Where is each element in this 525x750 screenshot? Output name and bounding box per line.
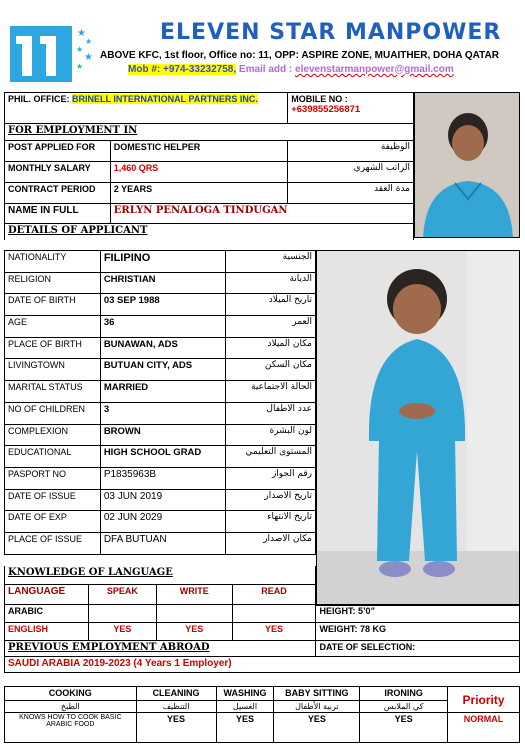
details-value: BUTUAN CITY, ADS [100, 359, 226, 381]
details-ar: لون البشرة [226, 424, 316, 446]
details-row [5, 489, 316, 511]
speak-header: SPEAK [88, 585, 156, 605]
arabic-write [156, 605, 232, 623]
details-label: DATE OF BIRTH [5, 294, 101, 316]
details-ar: المستوى التعليمي [226, 446, 316, 468]
svg-text:★: ★ [85, 37, 93, 46]
post-label: POST APPLIED FOR [5, 141, 111, 162]
skill-washing-value: YES [216, 713, 274, 743]
skill-cleaning-ar: التنظيف [136, 701, 216, 713]
email-label: Email add : [238, 64, 293, 75]
mobile-number: +639855256871 [291, 104, 361, 115]
details-ar: العمر [226, 316, 316, 338]
details-ar: تاريخ الميلاد [226, 294, 316, 316]
details-label: RELIGION [5, 272, 101, 294]
details-value: 36 [100, 316, 226, 338]
details-value: MARRIED [100, 381, 226, 403]
contract-label: CONTRACT PERIOD [5, 183, 111, 204]
cooking-note: KNOWS HOW TO COOK BASIC ARABIC FOOD [5, 713, 137, 743]
lang-english: ENGLISH [5, 623, 89, 641]
date-selection: DATE OF SELECTION: [316, 641, 520, 657]
skill-cooking-ar: الطبخ [5, 701, 137, 713]
details-label: PLACE OF ISSUE [5, 532, 101, 554]
skill-ironing-ar: كي الملابس [360, 701, 448, 713]
company-title: ELEVEN STAR MANPOWER [160, 20, 502, 45]
fullname-label: NAME IN FULL [5, 204, 111, 224]
details-value: 02 JUN 2029 [100, 511, 226, 533]
details-value: BUNAWAN, ADS [100, 337, 226, 359]
company-logo [10, 22, 95, 84]
details-ar: عدد الاطفال [226, 402, 316, 424]
phil-office-name: BRINELL INTERNATIONAL PARTNERS INC. [72, 94, 258, 104]
write-header: WRITE [156, 585, 232, 605]
details-label: EDUCATIONAL [5, 446, 101, 468]
details-row [5, 424, 316, 446]
details-row [5, 511, 316, 533]
details-value: 3 [100, 402, 226, 424]
svg-text:★: ★ [77, 28, 86, 39]
details-label: LIVINGTOWN [5, 359, 101, 381]
svg-text:★: ★ [76, 45, 84, 54]
details-ar: تاريخ الانتهاء [226, 511, 316, 533]
details-value: CHRISTIAN [100, 272, 226, 294]
details-label: PASPORT NO [5, 467, 101, 489]
priority-label: Priority [448, 687, 520, 713]
section-language: KNOWLEDGE OF LANGUAGE [8, 567, 173, 578]
priority-value: NORMAL [448, 713, 520, 743]
details-row [5, 446, 316, 468]
details-row [5, 316, 316, 338]
arabic-read [232, 605, 316, 623]
skill-babysitting-value: YES [274, 713, 360, 743]
details-ar: الديانة [226, 272, 316, 294]
english-write: YES [156, 623, 232, 641]
skill-washing-ar: الغسيل [216, 701, 274, 713]
salary-value: 1,460 QRS [110, 162, 287, 183]
language-table [4, 566, 520, 673]
skill-cleaning-header: CLEANING [136, 687, 216, 701]
skill-babysitting-ar: تربية الأطفال [274, 701, 360, 713]
contract-ar: مدة العقد [288, 183, 414, 204]
lang-header: LANGUAGE [5, 585, 89, 605]
english-read: YES [232, 623, 316, 641]
details-value: P1835963B [100, 467, 226, 489]
details-row [5, 402, 316, 424]
svg-text:★: ★ [76, 62, 84, 71]
mob-number: Mob #: +974-33232758, [128, 64, 237, 75]
details-label: DATE OF ISSUE [5, 489, 101, 511]
skill-babysitting-header: BABY SITTING [274, 687, 360, 701]
details-row [5, 294, 316, 316]
details-ar: رقم الجواز [226, 467, 316, 489]
details-row [5, 467, 316, 489]
employment-table [4, 92, 414, 240]
full-body-photo [316, 250, 520, 606]
email-address[interactable]: elevenstarmanpower@gmail.com [295, 64, 454, 75]
height-value: HEIGHT: 5’0” [316, 605, 520, 623]
read-header: READ [232, 585, 316, 605]
phil-office-cell: PHIL. OFFICE: BRINELL INTERNATIONAL PARTNERS INC. [5, 93, 288, 124]
details-value: 03 JUN 2019 [100, 489, 226, 511]
contract-value: 2 YEARS [110, 183, 287, 204]
details-table [4, 250, 316, 555]
details-row [5, 381, 316, 403]
details-row [5, 532, 316, 554]
details-label: AGE [5, 316, 101, 338]
post-value: DOMESTIC HELPER [110, 141, 287, 162]
details-value: DFA BUTUAN [100, 532, 226, 554]
skill-washing-header: WASHING [216, 687, 274, 701]
fullname-value: ERLYN PENALOGA TINDUGAN [110, 204, 413, 224]
section-details: DETAILS OF APPLICANT [8, 225, 148, 236]
salary-ar: الراتب الشهري [288, 162, 414, 183]
details-value: BROWN [100, 424, 226, 446]
details-ar: الجنسية [226, 251, 316, 273]
details-row [5, 251, 316, 273]
contact-line [128, 64, 454, 75]
skill-ironing-value: YES [360, 713, 448, 743]
skills-table [4, 686, 520, 743]
section-previous: PREVIOUS EMPLOYMENT ABROAD [8, 642, 210, 653]
mobile-cell: MOBILE NO : +639855256871 [288, 93, 414, 124]
details-ar: مكان الميلاد [226, 337, 316, 359]
saudi-experience: SAUDI ARABIA 2019-2023 (4 Years 1 Employer) [5, 657, 520, 673]
details-value: 03 SEP 1988 [100, 294, 226, 316]
lang-arabic: ARABIC [5, 605, 89, 623]
details-row [5, 272, 316, 294]
details-label: NO OF CHILDREN [5, 402, 101, 424]
details-row [5, 337, 316, 359]
details-label: COMPLEXION [5, 424, 101, 446]
english-speak: YES [88, 623, 156, 641]
details-ar: تاريخ الاصدار [226, 489, 316, 511]
details-ar: مكان السكن [226, 359, 316, 381]
arabic-speak [88, 605, 156, 623]
details-label: DATE OF EXP [5, 511, 101, 533]
details-label: PLACE OF BIRTH [5, 337, 101, 359]
skill-ironing-header: IRONING [360, 687, 448, 701]
weight-value: WEIGHT: 78 KG [316, 623, 520, 641]
salary-label: MONTHLY SALARY [5, 162, 111, 183]
details-value: FILIPINO [100, 251, 226, 273]
headshot-photo [414, 92, 520, 238]
details-label: MARITAL STATUS [5, 381, 101, 403]
skill-cleaning-value: YES [136, 713, 216, 743]
section-employment: FOR EMPLOYMENT IN [8, 125, 138, 136]
svg-text:★: ★ [84, 52, 93, 63]
details-ar: الحالة الاجتماعية [226, 381, 316, 403]
details-label: NATIONALITY [5, 251, 101, 273]
details-row [5, 359, 316, 381]
company-address: ABOVE KFC, 1st floor, Office no: 11, OPP: ASPIRE ZONE, MUAITHER, DOHA QATAR [100, 50, 499, 61]
details-value: HIGH SCHOOL GRAD [100, 446, 226, 468]
post-ar: الوظيفة [288, 141, 414, 162]
skill-cooking-header: COOKING [5, 687, 137, 701]
details-ar: مكان الاصدار [226, 532, 316, 554]
